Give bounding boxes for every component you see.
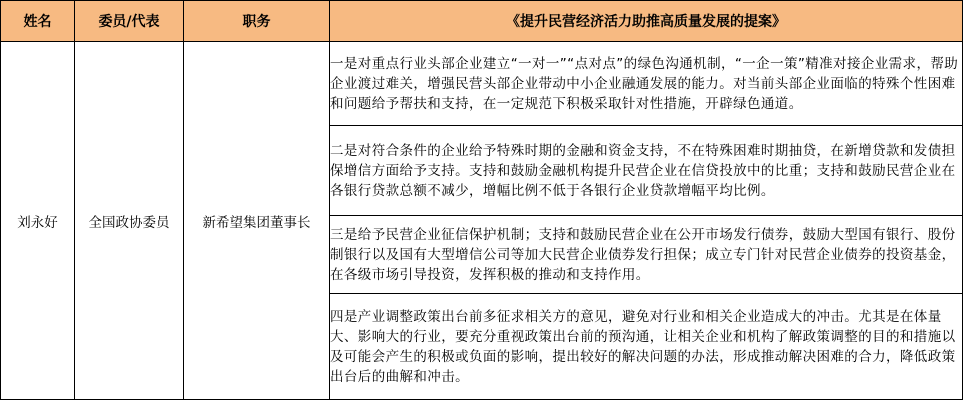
header-position[interactable]: 职务: [184, 1, 330, 42]
cell-proposal-2[interactable]: [330, 126, 963, 216]
table-row: [1, 42, 963, 126]
proposal-text-4: 四是产业调整政策出台前多征求相关方的意见，避免对行业和相关企业造成大的冲击。尤其是在体量大、影响大的行业，要充分重视政策出台前的预沟通，让相关企业和机构了解政策调整的目的和措施以及可能会产生的积极或负面的影响，提出较好的解决问题的办法，形成推动解决困难的合力，降低政策出台后的曲解和冲击。: [330, 308, 956, 385]
proposal-text-3: 三是给予民营企业征信保护机制；支持和鼓励民营企业在公开市场发行债券，鼓励大型国有银行、股份制银行以及国有大型增信公司等加大民营企业债券发行担保；成立专门针对民营企业债券的投资基金，在各级市场引导投资，发挥积极的推动和支持作用。: [330, 226, 956, 283]
proposal-text-2: 二是对符合条件的企业给予特殊时期的金融和资金支持，不在特殊困难时期抽贷，在新增贷款和发债担保增信方面给予支持。支持和鼓励金融机构提升民营企业在信贷投放中的比重；支持和鼓励民营企业在各银行贷款总额不减少，增幅比例不低于各银行企业贷款增幅平均比例。: [330, 142, 956, 199]
cell-proposal-4[interactable]: [330, 294, 963, 400]
cell-proposal-3[interactable]: [330, 216, 963, 294]
cell-person-position[interactable]: 新希望集团董事长: [184, 42, 330, 400]
cell-proposal-1[interactable]: [330, 42, 963, 126]
cell-person-role[interactable]: 全国政协委员: [75, 42, 184, 400]
cell-person-name[interactable]: 刘永好: [1, 42, 75, 400]
header-role[interactable]: 委员/代表: [75, 1, 184, 42]
proposal-text-1: 一是对重点行业头部企业建立“一对一”“点对点”的绿色沟通机制，“一企一策”精准对接企业需求，帮助企业渡过难关，增强民营头部企业带动中小企业融通发展的能力。对当前头部企业面临的特殊个性困难和问题给予帮扶和支持，在一定规范下积极采取针对性措施，开辟绿色通道。: [330, 55, 959, 112]
header-row: [1, 1, 963, 42]
header-proposal-title[interactable]: 《提升民营经济活力助推高质量发展的提案》: [330, 1, 963, 42]
header-name[interactable]: 姓名: [1, 1, 75, 42]
